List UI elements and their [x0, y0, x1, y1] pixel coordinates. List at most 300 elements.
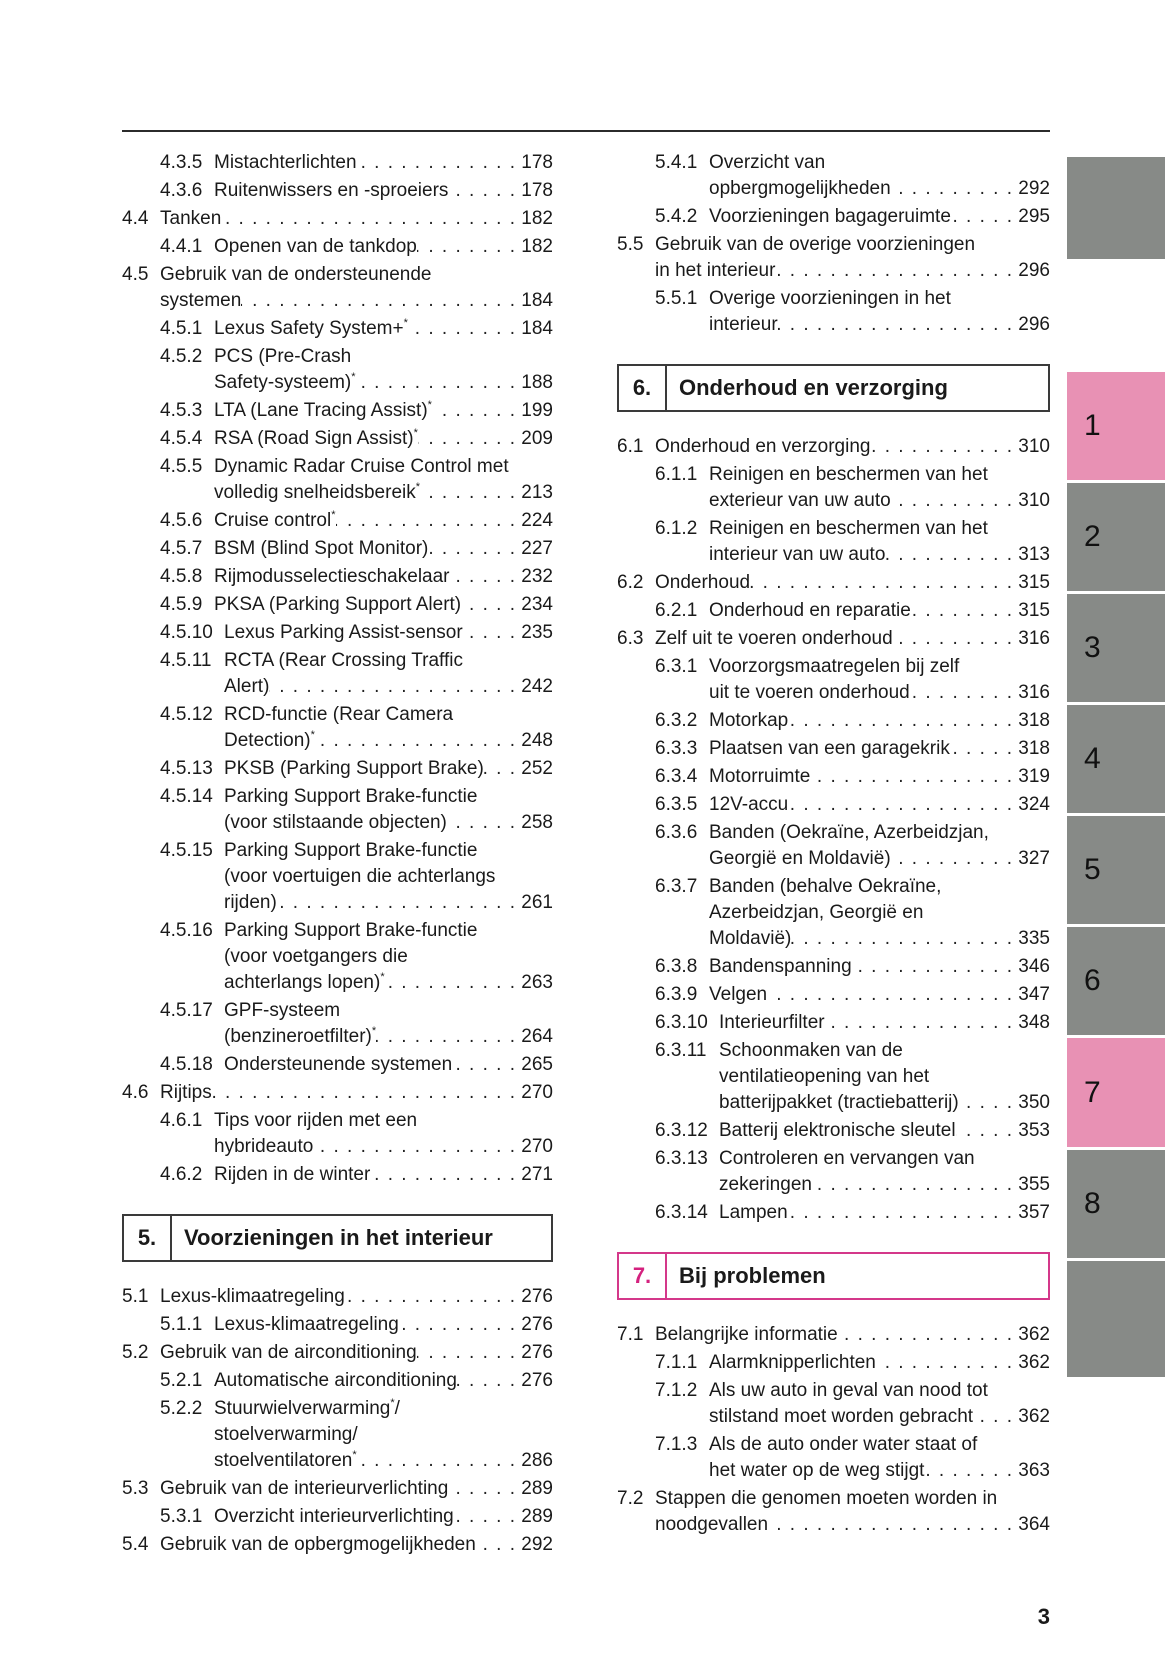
toc-entry[interactable]: [617, 982, 1050, 1008]
section-number: 6.3.5: [655, 794, 698, 815]
section-number: 4.6.2: [160, 1164, 203, 1185]
dot-leader: [885, 542, 1016, 568]
toc-entry[interactable]: [122, 756, 553, 782]
entry-title: Moldavië): [709, 928, 792, 949]
header-rule: [122, 130, 1050, 132]
dot-leader: [277, 890, 519, 916]
toc-entry[interactable]: [122, 1312, 553, 1338]
entry-title: Ruitenwissers en -sproeiers: [214, 180, 449, 201]
toc-entry[interactable]: [617, 434, 1050, 460]
dot-leader: [893, 626, 1016, 652]
chapter-tab-label: 2: [1084, 520, 1101, 553]
chapter-tab-5[interactable]: [1067, 816, 1165, 924]
toc-entry[interactable]: [122, 344, 553, 396]
toc-entry[interactable]: [122, 918, 553, 996]
entry-title: Gebruik van de interieurverlichting: [160, 1478, 449, 1499]
section-number: 6.3.4: [655, 766, 698, 787]
toc-entry[interactable]: [617, 1200, 1050, 1226]
entry-title: (voor voertuigen die achterlangs: [224, 866, 496, 887]
toc-entry[interactable]: [122, 998, 553, 1050]
toc-entry[interactable]: [122, 508, 553, 534]
entry-title: LTA (Lane Tracing Assist)*: [214, 399, 432, 421]
page-reference: 313: [1018, 544, 1050, 565]
dot-leader: [408, 316, 519, 342]
chapter-tab-4[interactable]: [1067, 705, 1165, 813]
page-reference: 182: [521, 236, 553, 257]
dot-leader: [357, 1448, 519, 1474]
page-reference: 289: [521, 1478, 553, 1499]
toc-entry[interactable]: [617, 1322, 1050, 1348]
entry-title: systemen: [160, 290, 242, 311]
toc-entry[interactable]: [617, 1432, 1050, 1484]
toc-entry[interactable]: [122, 1396, 553, 1474]
section-number: 7.1.1: [655, 1352, 698, 1373]
entry-title: (voor stilstaande objecten): [224, 812, 447, 833]
entry-title: Parking Support Brake-functie: [224, 786, 478, 807]
entry-title: Batterij elektronische sleutel: [719, 1120, 956, 1141]
page-reference: 364: [1018, 1514, 1050, 1535]
page-reference: 270: [521, 1136, 553, 1157]
footnote-asterisk: *: [427, 399, 432, 411]
entry-title: RCTA (Rear Crossing Traffic: [224, 650, 463, 671]
entry-title: BSM (Blind Spot Monitor): [214, 538, 429, 559]
chapter-tab-blank[interactable]: [1067, 1261, 1165, 1377]
entry-title: Lexus-klimaatregeling: [214, 1314, 399, 1335]
section-number: 7.1.3: [655, 1434, 698, 1455]
entry-title: Overzicht interieurverlichting: [214, 1506, 454, 1527]
entry-title: Gebruik van de ondersteunende: [160, 264, 432, 285]
toc-entry[interactable]: [122, 1052, 553, 1078]
dot-leader: [810, 764, 1016, 790]
section-number: 4.5.12: [160, 704, 213, 725]
section-number: 4.5: [122, 264, 149, 285]
toc-entry[interactable]: [617, 654, 1050, 706]
dot-leader: [870, 434, 1016, 460]
chapter-tab-6[interactable]: [1067, 927, 1165, 1035]
section-number: 5.3: [122, 1478, 149, 1499]
dot-leader: [838, 1322, 1016, 1348]
page-reference: 178: [521, 180, 553, 201]
entry-title: Interieurfilter: [719, 1012, 825, 1033]
page-reference: 315: [1018, 572, 1050, 593]
page-reference: 363: [1018, 1460, 1050, 1481]
toc-entry[interactable]: [617, 570, 1050, 596]
entry-title: Georgië en Moldavië): [709, 848, 891, 869]
toc-entry[interactable]: [122, 620, 553, 646]
page-reference: 318: [1018, 738, 1050, 759]
chapter-tab-8[interactable]: [1067, 1150, 1165, 1258]
toc-entry[interactable]: [122, 1340, 553, 1366]
entry-title: rijden): [224, 892, 277, 913]
dot-leader: [924, 1458, 1016, 1484]
entry-title: PKSB (Parking Support Brake): [224, 758, 484, 779]
dot-leader: [891, 846, 1016, 872]
toc-entry[interactable]: [122, 1162, 553, 1188]
toc-entry[interactable]: [122, 564, 553, 590]
dot-leader: [457, 1368, 519, 1394]
page-reference: 184: [521, 290, 553, 311]
dot-leader: [241, 288, 519, 314]
dot-leader: [418, 426, 519, 452]
chapter-tab-2[interactable]: [1067, 483, 1165, 591]
dot-leader: [825, 1010, 1016, 1036]
toc-entry[interactable]: [122, 648, 553, 700]
toc-entry[interactable]: [122, 1504, 553, 1530]
dot-leader: [950, 736, 1016, 762]
toc-entry[interactable]: [122, 838, 553, 916]
page-reference: 232: [521, 566, 553, 587]
section-number: 6.3.3: [655, 738, 698, 759]
page-reference: 224: [521, 510, 553, 531]
dot-leader: [269, 674, 519, 700]
entry-title: PKSA (Parking Support Alert): [214, 594, 462, 615]
entry-title: achterlangs lopen)*: [224, 971, 385, 993]
toc-entry[interactable]: [617, 232, 1050, 284]
entry-title: Rijden in de winter: [214, 1164, 371, 1185]
toc-entry[interactable]: [122, 426, 553, 452]
entry-title: (benzineroetfilter)*: [224, 1025, 377, 1047]
dot-leader: [891, 176, 1016, 202]
section-number: 4.6.1: [160, 1110, 203, 1131]
entry-title: Onderhoud en reparatie: [709, 600, 911, 621]
entry-title: Rijtips: [160, 1082, 212, 1103]
entry-title: Azerbeidzjan, Georgië en: [709, 902, 924, 923]
chapter-tab-label: 7: [1084, 1075, 1101, 1109]
entry-title: Belangrijke informatie: [655, 1324, 838, 1345]
page-reference: 264: [521, 1026, 553, 1047]
entry-title: Onderhoud en verzorging: [655, 436, 871, 457]
chapter-tab-label: 6: [1084, 964, 1101, 997]
page-reference: 295: [1018, 206, 1050, 227]
dot-leader: [357, 150, 519, 176]
entry-title: Gebruik van de overige voorzieningen: [655, 234, 976, 255]
section-number: 6.1: [617, 436, 644, 457]
toc-entry[interactable]: [617, 286, 1050, 338]
toc-entry[interactable]: [617, 792, 1050, 818]
page-reference: 315: [1018, 600, 1050, 621]
page-reference: 357: [1018, 1202, 1050, 1223]
entry-title: Gebruik van de opbergmogelijkheden: [160, 1534, 476, 1555]
entry-title: interieur: [709, 314, 778, 335]
chapter-heading[interactable]: [617, 364, 1050, 412]
dot-leader: [417, 1340, 519, 1366]
chapter-tab-3[interactable]: [1067, 594, 1165, 702]
section-number: 5.3.1: [160, 1506, 203, 1527]
dot-leader: [417, 234, 519, 260]
toc-entry[interactable]: [122, 262, 553, 314]
section-number: 6.1.1: [655, 464, 698, 485]
entry-title: Reinigen en beschermen van het: [709, 464, 988, 485]
toc-entry[interactable]: [617, 1486, 1050, 1538]
chapter-heading[interactable]: [122, 1214, 553, 1262]
dot-leader: [452, 1052, 519, 1078]
dot-leader: [370, 1162, 519, 1188]
toc-entry[interactable]: [617, 1118, 1050, 1144]
dot-leader: [959, 1090, 1016, 1116]
dot-leader: [448, 1476, 519, 1502]
section-number: 5.1.1: [160, 1314, 203, 1335]
toc-entry[interactable]: [122, 316, 553, 342]
chapter-tab-label: 1: [1084, 409, 1101, 442]
toc-entry[interactable]: [617, 736, 1050, 762]
page-reference: 362: [1018, 1352, 1050, 1373]
page-reference: 252: [521, 758, 553, 779]
page-reference: 209: [521, 428, 553, 449]
page-reference: 353: [1018, 1120, 1050, 1141]
toc-entry[interactable]: [617, 150, 1050, 202]
entry-title: Overige voorzieningen in het: [709, 288, 951, 309]
chapter-heading[interactable]: [617, 1252, 1050, 1300]
dot-leader: [911, 598, 1016, 624]
dot-leader: [399, 1312, 519, 1338]
entry-title: Mistachterlichten: [214, 152, 357, 173]
toc-entry[interactable]: [122, 1108, 553, 1160]
toc-entry[interactable]: [122, 234, 553, 260]
chapter-number: 5.: [124, 1216, 172, 1260]
chapter-tab-blank[interactable]: [1067, 157, 1165, 259]
toc-entry[interactable]: [617, 462, 1050, 514]
section-number: 6.3.14: [655, 1202, 708, 1223]
entry-title: Motorkap: [709, 710, 789, 731]
entry-title: 12V-accu: [709, 794, 789, 815]
toc-entry[interactable]: [617, 204, 1050, 230]
section-number: 6.3.8: [655, 956, 698, 977]
entry-title: Onderhoud: [655, 572, 751, 593]
entry-title: Stappen die genomen moeten worden in: [655, 1488, 998, 1509]
dot-leader: [356, 370, 519, 396]
dot-leader: [432, 398, 519, 424]
chapter-number: 7.: [619, 1254, 667, 1298]
page-reference: 248: [521, 730, 553, 751]
toc-entry[interactable]: [617, 764, 1050, 790]
page-reference: 235: [521, 622, 553, 643]
section-number: 4.4.1: [160, 236, 203, 257]
section-number: 7.1.2: [655, 1380, 698, 1401]
section-number: 4.3.6: [160, 180, 203, 201]
dot-leader: [221, 206, 519, 232]
page-reference: 276: [521, 1286, 553, 1307]
page-reference: 335: [1018, 928, 1050, 949]
entry-title: Schoonmaken van de: [719, 1040, 903, 1061]
toc-entry[interactable]: [122, 1476, 553, 1502]
section-number: 5.4: [122, 1534, 149, 1555]
section-number: 6.3.6: [655, 822, 698, 843]
dot-leader: [212, 1080, 519, 1106]
entry-title: RCD-functie (Rear Camera: [224, 704, 454, 725]
section-number: 4.5.5: [160, 456, 203, 477]
chapter-tab-label: 8: [1084, 1187, 1101, 1220]
page-reference: 199: [521, 400, 553, 421]
toc-entry[interactable]: [617, 1378, 1050, 1430]
entry-title: Tanken: [160, 208, 222, 229]
toc-entry[interactable]: [617, 516, 1050, 568]
chapter-tab-label: 5: [1084, 853, 1101, 886]
section-number: 6.2.1: [655, 600, 698, 621]
entry-title: Plaatsen van een garagekrik: [709, 738, 950, 759]
section-number: 4.3.5: [160, 152, 203, 173]
page-reference: 265: [521, 1054, 553, 1075]
chapter-title: Voorzieningen in het interieur: [184, 1225, 493, 1250]
page-reference: 276: [521, 1370, 553, 1391]
toc-entry[interactable]: [122, 150, 553, 176]
page-reference: 270: [521, 1082, 553, 1103]
section-number: 5.5.1: [655, 288, 698, 309]
entry-title: Parking Support Brake-functie: [224, 840, 478, 861]
section-number: 4.5.14: [160, 786, 213, 807]
dot-leader: [788, 708, 1016, 734]
section-number: 6.3.1: [655, 656, 698, 677]
page-reference: 296: [1018, 314, 1050, 335]
entry-title: in het interieur: [655, 260, 776, 281]
entry-title: Lexus Parking Assist-sensor: [224, 622, 463, 643]
toc-entry[interactable]: [617, 954, 1050, 980]
dot-leader: [812, 1172, 1016, 1198]
entry-title: interieur van uw auto: [709, 544, 886, 565]
entry-title: noodgevallen: [655, 1514, 769, 1535]
entry-title: Openen van de tankdop: [214, 236, 417, 257]
section-number: 6.2: [617, 572, 644, 593]
entry-title: stoelverwarming/: [214, 1424, 358, 1445]
section-number: 5.5: [617, 234, 644, 255]
toc-entry[interactable]: [122, 1080, 553, 1106]
dot-leader: [428, 536, 519, 562]
dot-leader: [315, 728, 519, 754]
toc-entry[interactable]: [122, 592, 553, 618]
page-reference: 316: [1018, 628, 1050, 649]
entry-title: Stuurwielverwarming*/: [214, 1397, 400, 1419]
entry-title: Alert): [224, 676, 270, 697]
toc-entry[interactable]: [122, 536, 553, 562]
page-reference: 184: [521, 318, 553, 339]
section-number: 5.4.2: [655, 206, 698, 227]
entry-title: batterijpakket (tractiebatterij): [719, 1092, 959, 1113]
toc-entry[interactable]: [122, 1368, 553, 1394]
section-number: 4.5.9: [160, 594, 203, 615]
footnote-asterisk: *: [371, 1025, 377, 1037]
page-reference: 348: [1018, 1012, 1050, 1033]
dot-leader: [463, 620, 519, 646]
page-reference: 324: [1018, 794, 1050, 815]
section-number: 4.5.4: [160, 428, 203, 449]
entry-title: Rijmodusselectieschakelaar: [214, 566, 450, 587]
section-number: 6.3.13: [655, 1148, 708, 1169]
footnote-asterisk: *: [390, 1397, 395, 1409]
entry-title: RSA (Road Sign Assist)*: [214, 427, 418, 449]
chapter-tab-1[interactable]: [1067, 372, 1165, 480]
page-reference: 271: [521, 1164, 553, 1185]
dot-leader: [768, 1512, 1016, 1538]
page-reference: 327: [1018, 848, 1050, 869]
entry-title: stilstand moet worden gebracht: [709, 1406, 974, 1427]
toc-entry[interactable]: [617, 626, 1050, 652]
section-number: 6.3.12: [655, 1120, 708, 1141]
section-number: 6.3: [617, 628, 644, 649]
entry-title: Automatische airconditioning: [214, 1370, 457, 1391]
entry-title: Dynamic Radar Cruise Control met: [214, 456, 509, 477]
toc-entry[interactable]: [122, 1284, 553, 1310]
dot-leader: [791, 926, 1016, 952]
dot-leader: [951, 204, 1016, 230]
section-number: 4.5.8: [160, 566, 203, 587]
section-number: 5.4.1: [655, 152, 698, 173]
page-reference: 276: [521, 1342, 553, 1363]
toc-entry[interactable]: [122, 1532, 553, 1558]
page-reference: 242: [521, 676, 553, 697]
section-number: 4.5.1: [160, 318, 203, 339]
section-number: 5.2: [122, 1342, 149, 1363]
dot-leader: [767, 982, 1016, 1008]
page-reference: 258: [521, 812, 553, 833]
entry-title: Lampen: [719, 1202, 788, 1223]
chapter-tab-7[interactable]: [1067, 1038, 1165, 1147]
dot-leader: [461, 592, 519, 618]
toc-entry[interactable]: [122, 454, 553, 506]
dot-leader: [345, 1284, 519, 1310]
toc-entry[interactable]: [122, 206, 553, 232]
entry-title: Tips voor rijden met een: [214, 1110, 418, 1131]
footnote-asterisk: *: [413, 427, 418, 439]
dot-leader: [385, 970, 519, 996]
section-number: 4.5.3: [160, 400, 203, 421]
entry-title: stoelventilatoren*: [214, 1449, 357, 1471]
entry-title: hybrideauto: [214, 1136, 314, 1157]
toc-entry[interactable]: [617, 1038, 1050, 1116]
dot-leader: [313, 1134, 519, 1160]
entry-title: (voor voetgangers die: [224, 946, 408, 967]
toc-entry[interactable]: [617, 1146, 1050, 1198]
entry-title: GPF-systeem: [224, 1000, 341, 1021]
toc-entry[interactable]: [122, 178, 553, 204]
entry-title: uit te voeren onderhoud: [709, 682, 910, 703]
dot-leader: [447, 810, 519, 836]
entry-title: ventilatieopening van het: [719, 1066, 930, 1087]
toc-left-column: [122, 150, 553, 1560]
entry-title: zekeringen: [719, 1174, 812, 1195]
toc-entry[interactable]: [617, 1010, 1050, 1036]
dot-leader: [454, 1504, 519, 1530]
entry-title: Overzicht van: [709, 152, 826, 173]
page-reference: 310: [1018, 436, 1050, 457]
page-reference: 346: [1018, 956, 1050, 977]
page-reference: 310: [1018, 490, 1050, 511]
toc-entry[interactable]: [617, 820, 1050, 872]
footnote-asterisk: *: [403, 317, 408, 329]
page-reference: 350: [1018, 1092, 1050, 1113]
section-number: 6.3.10: [655, 1012, 708, 1033]
toc-entry[interactable]: [122, 702, 553, 754]
entry-title: Zelf uit te voeren onderhoud: [655, 628, 893, 649]
footnote-asterisk: *: [415, 481, 421, 493]
dot-leader: [476, 1532, 519, 1558]
toc-entry[interactable]: [122, 784, 553, 836]
page-reference: 292: [1018, 178, 1050, 199]
dot-leader: [956, 1118, 1016, 1144]
toc-entry[interactable]: [617, 1350, 1050, 1376]
section-number: 4.5.16: [160, 920, 213, 941]
toc-entry[interactable]: [122, 398, 553, 424]
page-reference: 362: [1018, 1406, 1050, 1427]
dot-leader: [891, 488, 1016, 514]
section-number: 5.2.1: [160, 1370, 203, 1391]
footnote-asterisk: *: [331, 509, 336, 521]
chapter-tab-label: 3: [1084, 631, 1101, 664]
entry-title: Banden (behalve Oekraïne,: [709, 876, 942, 897]
toc-entry[interactable]: [617, 874, 1050, 952]
entry-title: Parking Support Brake-functie: [224, 920, 478, 941]
footnote-asterisk: *: [380, 971, 385, 983]
toc-entry[interactable]: [617, 708, 1050, 734]
toc-entry[interactable]: [617, 598, 1050, 624]
